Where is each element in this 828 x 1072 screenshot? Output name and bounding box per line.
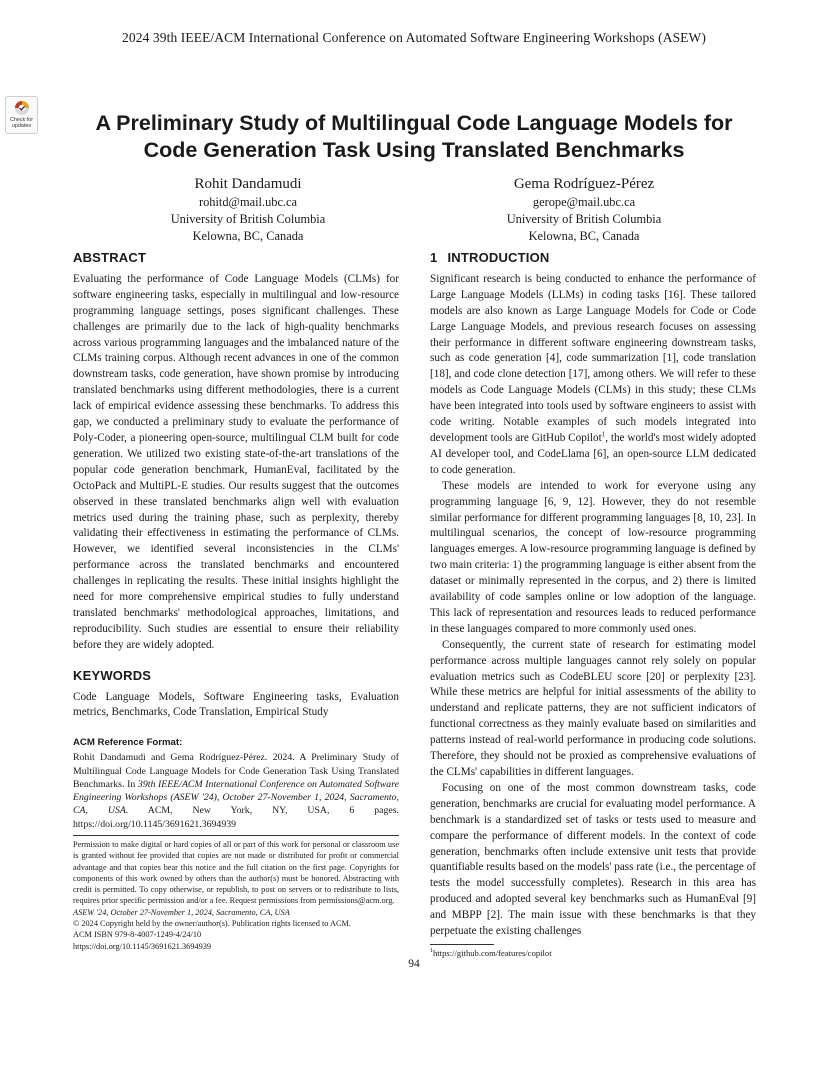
acm-reference-publisher: ACM, New York, NY, USA, 6 pages. https://doi.org/10.1145/3691621.3694939 bbox=[73, 805, 399, 830]
title-line-1: A Preliminary Study of Multilingual Code Language Models for bbox=[95, 111, 733, 135]
acm-reference-citation: Rohit Dandamudi and Gema Rodríguez-Pérez. 2024. A Preliminary Study of Multilingual Code Language Models for Code Generation Task Using Translated Benchmarks. In bbox=[73, 752, 399, 790]
abstract-text: Evaluating the performance of Code Language Models (CLMs) for software engineering tasks, especially in multilingual and low-resource programming language settings, poses significant challenges. These challenges are primarily due to the lack of high-quality benchmarks across various programming languages and the imbalanced nature of the CLMs training corpus. Although recent advances in one of the common downstream tasks, code generation, have shown promise by introducing translated benchmarks using different methodologies, there is a current lack of empirical evidence assessing these benchmarks. To address this gap, we conducted a preliminary study to evaluate the performance of Poly-Coder, a pioneering open-source, multilingual CLM built for code generation. We utilized two existing state-of-the-art translations of the popular code generation benchmark, HumanEval, facilitated by the OctoPack and MultiPL-E studies. Our results suggest that the outcomes observed in these translated benchmarks align well with evaluation metrics used during the training phase, such as perplexity, thereby validating their effectiveness in estimating the performance of CLMs. However, we identified several inconsistencies in the CLMs' performance across the translated benchmarks and encountered challenges in replicating the results. These initial insights highlight the need for more comprehensive empirical studies to fully understand translated benchmarks' methodological approaches, limitations, and reproducibility. Such studies are essential to ensure their reliability before they are widely adopted. bbox=[73, 272, 399, 651]
footnote bbox=[430, 948, 552, 958]
author-name: Rohit Dandamudi bbox=[194, 176, 302, 192]
copyright-venue bbox=[73, 907, 399, 918]
section-number: 1 bbox=[430, 250, 438, 265]
author-affiliation: University of British Columbia bbox=[170, 212, 326, 226]
title-line-2: Code Generation Task Using Translated Benchmarks bbox=[143, 138, 685, 162]
author-location: Kelowna, BC, Canada bbox=[528, 229, 640, 243]
abstract-heading: ABSTRACT bbox=[73, 250, 147, 265]
author-block-2 bbox=[434, 175, 734, 245]
footnote-marker[interactable]: 1 bbox=[601, 430, 606, 439]
keywords-text: Code Language Models, Software Engineering tasks, Evaluation metrics, Benchmarks, Code Translation, Empirical Study bbox=[73, 690, 399, 719]
acm-reference-venue: 39th IEEE/ACM International Conference on Automated Software Engineering Workshops (ASEW '24), October 27-November 1, 2024, Sacramento, CA, USA. bbox=[73, 778, 399, 817]
paper-title bbox=[40, 110, 788, 164]
badge-line-2: updates bbox=[11, 123, 32, 129]
acm-reference-heading: ACM Reference Format: bbox=[73, 737, 183, 749]
author-block-1 bbox=[98, 175, 398, 245]
intro-paragraph-4: Focusing on one of the most common downstream tasks, code generation, benchmarks are crucial for evaluating model performance. A benchmark is a standardized set of tasks or tests used to measure and compare the performance of different models. In the context of code generation, benchmarks often include extensive unit tests that provide quantifiable results based on the models' pass rate (i.e., the percentage of tests the model successfully completes). Research in this area has produced and adopted several key benchmarks such as HumanEval [9] and MBPP [2]. The main issue with these benchmarks is that they perpetuate the existing challenges bbox=[430, 781, 756, 938]
section-title: INTRODUCTION bbox=[447, 250, 550, 265]
author-email[interactable]: rohitd@mail.ubc.ca bbox=[198, 195, 298, 209]
check-for-updates-icon bbox=[14, 100, 30, 116]
intro-paragraph-1 bbox=[430, 272, 756, 479]
copyright-rights: © 2024 Copyright held by the owner/author(s). Publication rights licensed to ACM. bbox=[73, 919, 351, 929]
footnote-number: 1 bbox=[430, 948, 433, 955]
author-email[interactable]: gerope@mail.ubc.ca bbox=[532, 195, 636, 209]
conference-header: 2024 39th IEEE/ACM International Conference on Automated Software Engineering Workshops (ASEW) bbox=[122, 30, 706, 45]
author-name: Gema Rodríguez-Pérez bbox=[513, 176, 655, 192]
page-number: 94 bbox=[408, 958, 420, 970]
right-column bbox=[430, 250, 756, 940]
author-location: Kelowna, BC, Canada bbox=[192, 229, 304, 243]
acm-reference-text bbox=[73, 751, 399, 831]
footnote-divider bbox=[430, 944, 494, 945]
introduction-heading bbox=[430, 250, 756, 266]
check-for-updates-badge[interactable] bbox=[5, 96, 38, 134]
intro-paragraph-3: Consequently, the current state of research for estimating model performance across multiple languages cannot rely solely on popular evaluation metrics such as CodeBLEU score [20] or perplexity [23]. While these metrics are helpful for initial assessments of the ability to understand and replicate patterns, they are not sufficient indicators of functional correctness as they mainly evaluate based on similarities and patterns instead of real-world performance in producing code solutions. Therefore, they should not be proxied as comprehensive evaluations of the CLMs' capabilities in different languages. bbox=[430, 638, 756, 778]
footnote-link[interactable]: https://github.com/features/copilot bbox=[433, 948, 552, 958]
keywords-heading: KEYWORDS bbox=[73, 667, 152, 683]
left-column bbox=[73, 250, 399, 831]
intro-paragraph-1-text: Significant research is being conducted to enhance the performance of Large Language Models (LLMs) in coding tasks [16]. These tailored models are also known as Large Language Models for Code or Code Large Language Models, and previous research focuses on assessing their performance in different software engineering downstream tasks, such as code generation [4], code summarization [1], code translation [18], and code clone detection [17], among others. We will refer to these models as Code Language Models (CLMs) in this study; these CLMs have been integrated into tools used by software engineers to assist with code writing. Notable examples of such models integrated into development tools are GitHub Copilot bbox=[430, 272, 756, 444]
intro-paragraph-1-rest: , the world's most widely adopted AI developer tool, and CodeLlama [6], an open-source LLM dedicated to code generation. bbox=[430, 431, 756, 476]
copyright-block bbox=[73, 835, 399, 952]
copyright-venue-text: ASEW '24, October 27-November 1, 2024, Sacramento, CA, USA bbox=[73, 907, 290, 917]
copyright-isbn: ACM ISBN 979-8-4007-1249-4/24/10 bbox=[73, 930, 202, 940]
permission-notice: Permission to make digital or hard copies of all or part of this work for personal or classroom use is granted without fee provided that copies are not made or distributed for profit or commercial advantage and that copies bear this notice and the full citation on the first page. Copyrights for components of this work owned by others than the author(s) must be honored. Abstracting with credit is permitted. To copy otherwise, or republish, to post on servers or to redistribute to lists, requires prior specific permission and/or a fee. Request permissions from permissions@acm.org. bbox=[73, 840, 399, 906]
intro-paragraph-2: These models are intended to work for everyone using any programming language [6, 9, 12]. However, they do not resemble similar performance for different programming languages [8, 10, 23]. In multilingual scenarios, the concept of low-resource programming languages emerges. A low-resource programming language is defined by two main criteria: 1) the programming language is either absent from the dataset or minimally represented in the corpus, and 2) there is limited availability of code samples online or low adoption of the language. This lack of representation and resources leads to reduced performance in these languages compared to more commonly used ones. bbox=[430, 479, 756, 635]
author-affiliation: University of British Columbia bbox=[506, 212, 662, 226]
badge-line-1: Check for bbox=[9, 117, 34, 123]
copyright-doi-link[interactable]: https://doi.org/10.1145/3691621.3694939 bbox=[73, 941, 212, 951]
